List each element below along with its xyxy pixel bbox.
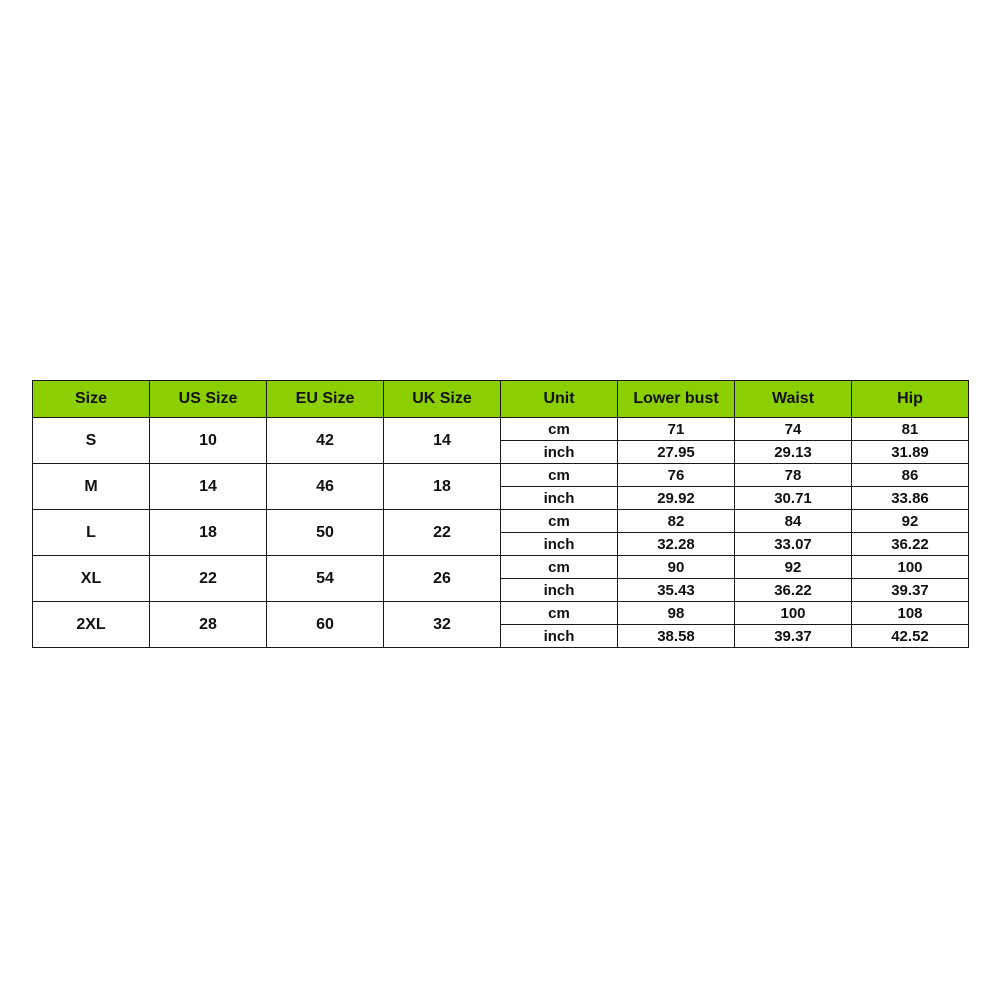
us-size-cell: 14 bbox=[150, 464, 267, 510]
size-cell: XL bbox=[33, 556, 150, 602]
unit-cell: cm bbox=[501, 418, 618, 441]
waist-cell: 29.13 bbox=[735, 441, 852, 464]
lower-bust-cell: 82 bbox=[618, 510, 735, 533]
lower-bust-cell: 98 bbox=[618, 602, 735, 625]
table-body bbox=[33, 418, 969, 648]
waist-cell: 36.22 bbox=[735, 579, 852, 602]
waist-cell: 33.07 bbox=[735, 533, 852, 556]
header-us-size: US Size bbox=[150, 381, 267, 418]
hip-cell: 36.22 bbox=[852, 533, 969, 556]
unit-cell: cm bbox=[501, 510, 618, 533]
waist-cell: 30.71 bbox=[735, 487, 852, 510]
us-size-cell: 22 bbox=[150, 556, 267, 602]
header-row bbox=[33, 381, 969, 418]
uk-size-cell: 18 bbox=[384, 464, 501, 510]
unit-cell: cm bbox=[501, 602, 618, 625]
header-waist: Waist bbox=[735, 381, 852, 418]
table-row bbox=[33, 556, 969, 579]
unit-cell: inch bbox=[501, 487, 618, 510]
hip-cell: 33.86 bbox=[852, 487, 969, 510]
lower-bust-cell: 35.43 bbox=[618, 579, 735, 602]
table-row bbox=[33, 418, 969, 441]
hip-cell: 42.52 bbox=[852, 625, 969, 648]
lower-bust-cell: 71 bbox=[618, 418, 735, 441]
uk-size-cell: 32 bbox=[384, 602, 501, 648]
hip-cell: 39.37 bbox=[852, 579, 969, 602]
unit-cell: cm bbox=[501, 464, 618, 487]
us-size-cell: 28 bbox=[150, 602, 267, 648]
table-row bbox=[33, 602, 969, 625]
size-cell: L bbox=[33, 510, 150, 556]
lower-bust-cell: 32.28 bbox=[618, 533, 735, 556]
uk-size-cell: 22 bbox=[384, 510, 501, 556]
size-cell: S bbox=[33, 418, 150, 464]
table-row bbox=[33, 510, 969, 533]
header-lower-bust: Lower bust bbox=[618, 381, 735, 418]
header-eu-size: EU Size bbox=[267, 381, 384, 418]
waist-cell: 78 bbox=[735, 464, 852, 487]
hip-cell: 100 bbox=[852, 556, 969, 579]
header-unit: Unit bbox=[501, 381, 618, 418]
waist-cell: 39.37 bbox=[735, 625, 852, 648]
uk-size-cell: 26 bbox=[384, 556, 501, 602]
unit-cell: cm bbox=[501, 556, 618, 579]
hip-cell: 86 bbox=[852, 464, 969, 487]
lower-bust-cell: 29.92 bbox=[618, 487, 735, 510]
hip-cell: 108 bbox=[852, 602, 969, 625]
hip-cell: 31.89 bbox=[852, 441, 969, 464]
unit-cell: inch bbox=[501, 533, 618, 556]
lower-bust-cell: 76 bbox=[618, 464, 735, 487]
waist-cell: 84 bbox=[735, 510, 852, 533]
unit-cell: inch bbox=[501, 625, 618, 648]
header-hip: Hip bbox=[852, 381, 969, 418]
waist-cell: 92 bbox=[735, 556, 852, 579]
unit-cell: inch bbox=[501, 579, 618, 602]
lower-bust-cell: 27.95 bbox=[618, 441, 735, 464]
hip-cell: 81 bbox=[852, 418, 969, 441]
header-uk-size: UK Size bbox=[384, 381, 501, 418]
unit-cell: inch bbox=[501, 441, 618, 464]
us-size-cell: 18 bbox=[150, 510, 267, 556]
lower-bust-cell: 38.58 bbox=[618, 625, 735, 648]
table-header bbox=[33, 381, 969, 418]
us-size-cell: 10 bbox=[150, 418, 267, 464]
eu-size-cell: 54 bbox=[267, 556, 384, 602]
waist-cell: 100 bbox=[735, 602, 852, 625]
table-row bbox=[33, 464, 969, 487]
header-size: Size bbox=[33, 381, 150, 418]
size-chart-table bbox=[32, 380, 969, 648]
lower-bust-cell: 90 bbox=[618, 556, 735, 579]
uk-size-cell: 14 bbox=[384, 418, 501, 464]
size-cell: 2XL bbox=[33, 602, 150, 648]
eu-size-cell: 46 bbox=[267, 464, 384, 510]
eu-size-cell: 50 bbox=[267, 510, 384, 556]
hip-cell: 92 bbox=[852, 510, 969, 533]
eu-size-cell: 42 bbox=[267, 418, 384, 464]
eu-size-cell: 60 bbox=[267, 602, 384, 648]
waist-cell: 74 bbox=[735, 418, 852, 441]
size-cell: M bbox=[33, 464, 150, 510]
